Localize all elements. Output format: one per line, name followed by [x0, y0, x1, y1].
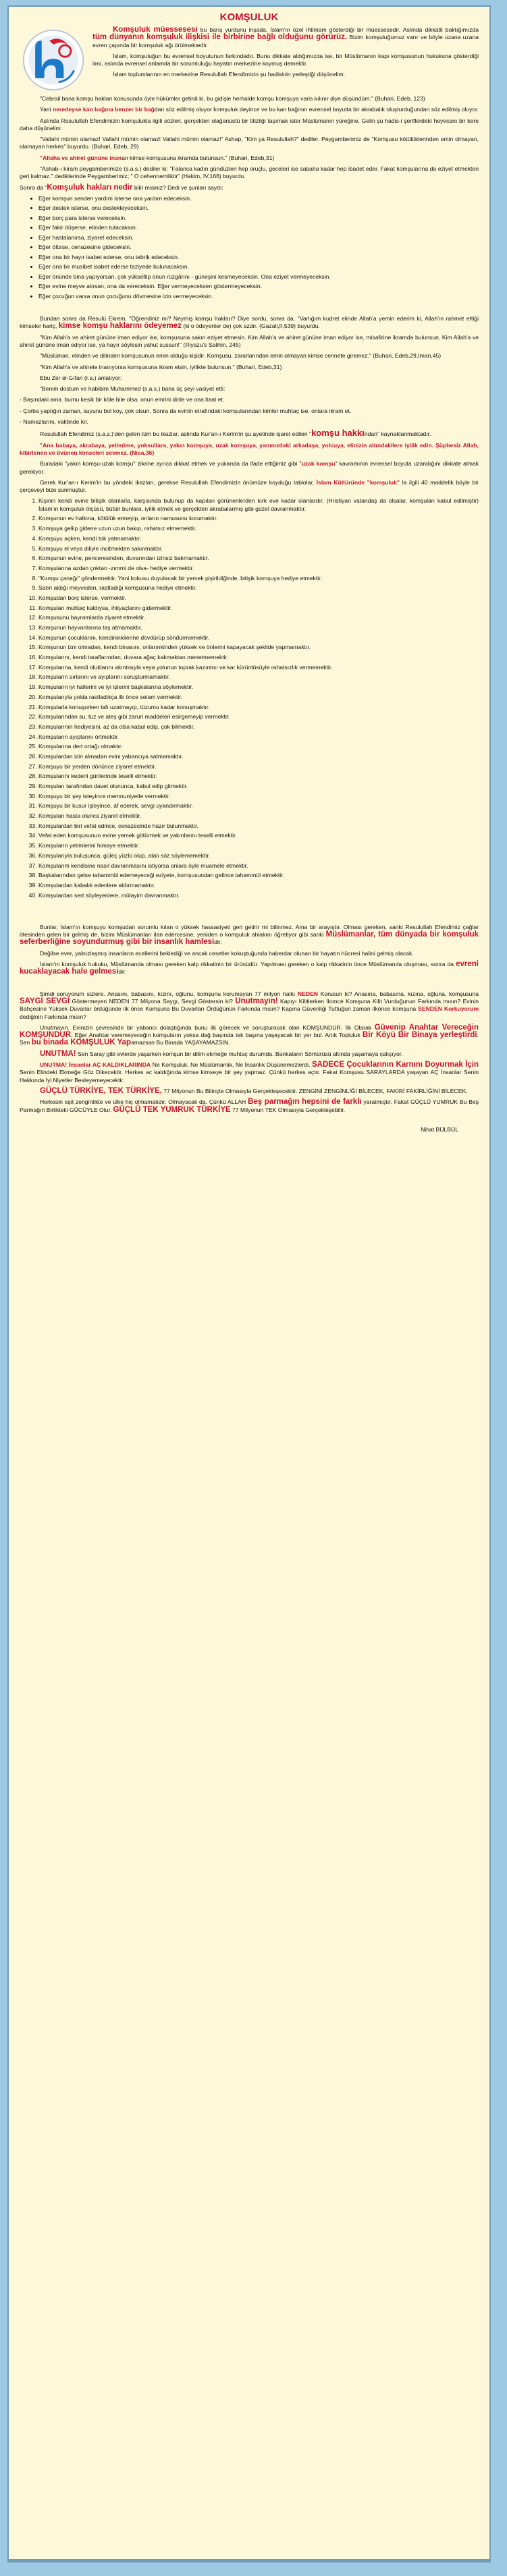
intro-highlight: tüm dünyanın komşuluk ilişkisi ile birbirine bağlı olduğunu görürüz.: [92, 33, 348, 42]
list-item: 39. Komşulardan kabalık edenlere aldırmamaktır.: [38, 882, 479, 889]
text: Şimdi soruyorum sizlere. Anasını, babasını, kızını, oğlunu, komşunu korumayan 77 milyon halkı: [40, 990, 298, 997]
will-item-1: - Başındaki amir, burnu kesik bir köle bile olsa, onun emrini dinle ve ona itaat et.: [20, 396, 225, 403]
will-item-2: - Çorba yaptığın zaman, suyunu bol koy, çok olsun. Sonra da evinin etrafındaki komşularından kimler muhtaç ise, onlara ikram et.: [20, 407, 352, 414]
list-item: 31. Komşuyu bir kusur işleyince, af ederek, sevgi uyandırmaktır.: [38, 802, 479, 810]
paragraph-question: [20, 990, 479, 1021]
intro-paragraph-3: İslam toplumlarının en merkezine Resulullah Efendimizin şu hadisinin yerleştiği düşünelim:: [113, 71, 345, 78]
list-item: 36. Komşularıyla buluşunca, güleç yüzlü olup, atalı söz söylememektir.: [38, 852, 479, 860]
text: Bunlar, İslam'ın komşuyu komşudan sorumlu kılan o yüksek hassasiyeti geri getirir mi bilinmez. Ama bir arayıştır. Olması gereken, sanki Resulullah Efendimiz çağlar ötesinden gelen bir gelmiş de, bizim Müslümanları ilan edercesine, yeniden o komşuluk ahlakını öğretiyor gibi sanki: [20, 923, 479, 939]
quran-verse: "Ana babaya, akrabaya, yetimlere, yoksullara, yakın komşuya, uzak komşuya, yanınızdaki arkadaşa, yolcuya, elinizin altındakilere iyilik edin. Şüphesiz Allah, kibirlenen ve övünen kimseleri sevmez. (Nisa,36): [20, 441, 479, 456]
hadith-quote-7: "Kim Allah'a ve ahirete inanıyorsa komşusuna ikram etsin, iyilikte bulunsun." (Buhari, Edeb,31): [40, 363, 282, 370]
list-item: • Eğer fakir düşerse, elinden tutacaksın.: [38, 224, 479, 231]
text: (ki o ödeyenler de) çok azdır. (Gazali,II,539) buyurdu.: [181, 323, 320, 330]
intro-paragraph-2: İslam, komşuluğun bu evrensel boyutunun farkındadır. Bunu dikkate aldığımızda ise, bir Müslümanın kapı komşusunun hukukuna gösterdiği ilmi, aslında evrensel anlamda bir sorumluluğu hayatın merkezine koymuş demektir.: [92, 52, 479, 67]
embrace-highlight: evreni kucaklayacak hale gelmesi: [20, 960, 479, 976]
paragraph-isolation: Değilse ever, yalnızlaşmış insanların ecellerini beklediği ve ancak cesetler kokuştuğunda haberdar olunan bir hayatın hücresi halini gelmiş olacak.: [40, 949, 414, 957]
list-item: • Eğer evine meyve alırsan, ona da vereceksin. Eğer vermeyeceksen göstermeyeceksin.: [38, 283, 479, 290]
text: Resulullah Efendimiz (s.a.s.)'den gelen tüm bu ikazlar, aslında Kur'an-ı Kerim'in şu ayetinde işaret edilen ": [40, 430, 312, 438]
list-item: 27. Komşuyu bir yerden dönünce ziyaret etmektir.: [38, 763, 479, 771]
text: dan söz edilmiş oluyor komşuluk deyince ve bu kan bağının evrensel boyutta bir akrabalık oluşturduğundan söz edilmiş oluyor.: [154, 106, 479, 113]
logo-icon: [21, 28, 86, 92]
author-signature: Nihat BÜLBÜL: [421, 1125, 458, 1133]
list-item: • Eğer ona bir hayır isabet ederse, onu tebrik edeceksin.: [38, 254, 479, 261]
page-title: KOMŞULUK: [219, 11, 279, 23]
text: yaratmıştır. Fakat GÜÇLÜ YUMRUK Bu Beş Parmağın Birlikteki GÜCÜYLE Olur.: [20, 1098, 479, 1113]
list-item: 18. Komşuların sırlarını ve ayıplarını soruşturmamaktır.: [38, 673, 479, 681]
forty-items-list: [20, 497, 479, 899]
list-item: 21. Komşularla konuşurken lafı uzatmayıp, tüzumu kadar konuşmaktır.: [38, 704, 479, 711]
list-item: 13. Komşunun hayvanlarına taş atmamaktır.: [38, 624, 479, 632]
hunger-highlight: İnsanlar AÇ KALDIKLARINDA: [68, 1061, 151, 1069]
text: Ne Komşuluk, Ne Müslümanlık, Ne İnsanlık Düşünemezlerdi.: [151, 1061, 312, 1069]
paragraph-hadiths-intro: Aslında Resulullah Efendimizin komşulukla ilgili sözleri, gerçekten olağanüstü bir titizliği taşımak ister Müslümanın yüreğine. Gelin şu hadis-i şeriflerdeki heyecanı bir kere daha düşünelim:: [20, 117, 479, 132]
text: 77 Milyonun Bu Bilinçte Olmasıyla Gerçekleşecektir. ZENGİNİ ZENGİNLİĞİ BİLECEK, FAKİRİ FAKİRLİĞİNİ BİLECEK.: [161, 1087, 468, 1094]
building-highlight: bu binada KOMŞULUK Yap: [31, 1038, 132, 1047]
article-frame: [7, 5, 491, 2563]
list-item: 2. Komşunun ev halkına, kötülük etmeyip, onların namusunu korumaktır.: [38, 515, 479, 522]
text: an kimse komşusuna ikramda bulunsun." (Buhari, Edeb,31): [122, 154, 275, 161]
list-item: 5. Komşuyu el veya diliyle incitmekten sakınmaktır.: [38, 545, 479, 553]
text: Buradaki "yakın komşu-uzak komşu" zikrine ayrıca dikkat etmek ve yukarıda da ifade ettiğimiz gibi ": [40, 460, 302, 468]
will-intro: "Benim dostum ve habibim Muhammed (s.a.s.) bana üç şeyi vasiyet etti:: [40, 385, 225, 393]
list-item: 32. Komşuları hasta olunca ziyaret etmektir.: [38, 812, 479, 820]
paragraph-far-neighbor: [20, 460, 479, 476]
paragraph-rights-summary: [20, 315, 479, 331]
hadith-quote-6: "Müslüman, elinden ve dilinden komşusunun emin olduğu kişidir. Komşusu, zararlarından emin olmayan kimse cennete giremez." (Buhari, Edeb,29,İman,45): [40, 352, 442, 360]
hadith-quote-2: "Vallahi mümin olamaz! Vallahi mümin olamaz! Vallahi mümin olamaz!" Ashap, "Kim ya Resulullah?" dediler. Peygamberimiz de "Komşusu kötülüklerinden emin olmayan, olamayan herkes" buyurdu. (Buhari, Edeb, 29): [20, 136, 479, 150]
spacer: [20, 980, 479, 990]
list-item: 14. Komşunun çocuklarını, kendininkilerine dövdürüp söndürmemektir.: [38, 634, 479, 642]
fingers-highlight: Beş parmağın hepsini de farklı: [248, 1098, 362, 1107]
list-item: 8. "Komşu çanağı" göndermektir. Yani kokusu duyulacak bir yemek pişirildiğinde, bitişik komşuya hediye etmektir.: [38, 575, 479, 582]
paragraph-five-fingers: [20, 1098, 479, 1114]
text: dir.: [214, 939, 222, 946]
list-item: • Eğer çocuğun varsa onun çocuğunu dövmesine izin vermeyeceksin.: [38, 293, 479, 300]
text: Gerek Kur'an-ı Kerim'in bu yöndeki ikazları, gerekse Resulullah Efendimizin önümüze koyduğu tablolar,: [40, 478, 317, 486]
intro-text-tail: Bizim komşuluğumuz varır ve böyle uzana uzana evren çapında bir komşuluk ağı örülmektedir.: [92, 34, 479, 49]
text: dediğinin Farkında mısın?: [20, 1013, 86, 1020]
list-item: • Eğer borç para isterse vereceksin.: [38, 215, 479, 222]
list-item: 17. Komşularına, kendi oluklarını akıntısıyla veya yolunun toprak kazıntısı ve kar kürüntüsüyle rahatsızlık vermemektir.: [38, 664, 479, 671]
list-item: 7. Komşularına azdan çoktan -zımmi de olsa- hediye vermektir.: [38, 565, 479, 572]
spacer: [20, 903, 479, 924]
list-item: 23. Komşularının hediyesini, az da olsa kabul edip, çok bilmektir.: [38, 723, 479, 731]
text: la ilgili 40 maddelik böyle bir çerçeveyi bize sunmuştur.: [20, 478, 479, 494]
list-item: 24. Komşuların ayıplarını örtmektir.: [38, 733, 479, 741]
text: " kavramının evrensel boyuta uzandığını dikkate almak gerekiyor.: [20, 460, 479, 475]
text: bilir misiniz? Dedi ve şunları saydı:: [132, 184, 223, 191]
trust-highlight: Güvenip Anahtar Vereceğin KOMŞUNDUR: [20, 1023, 479, 1040]
text: Yani: [40, 106, 53, 113]
text: Göstermeyen NEDEN 77 Milyona Saygı, Sevgi Göstersin ki?: [70, 997, 236, 1005]
text: Herkesin eşit zenginlikte ve ülke hiç olmamalıdır. Olmayacak da. Çünkü ALLAH: [40, 1098, 248, 1106]
paragraph-palace: [20, 1051, 479, 1058]
list-item: 9. Satın aldığı meyveden, rastladığı komşusuna hediye etmektir.: [38, 584, 479, 592]
text: amazsan Bu Binada YAŞAYAMAZSIN.: [131, 1039, 230, 1046]
list-item: • Eğer komşun senden yardım isterse ona yardım edeceksin.: [38, 195, 479, 202]
neighbor-right-highlight: komşu hakkı: [311, 428, 365, 439]
list-item: • Eğer ona bir musibet isabet ederse taziyede bulunacaksın.: [38, 263, 479, 271]
hadith-quote-3: [20, 155, 479, 162]
text: Bundan sonra da Resulü Ekrem, "Öğrendiniz mi? Neymiş komşu hakları? Diye sordu, sonra da. "Varlığım kudret elinde Allah'a yemin ederim ki, Allah'ın rahmet ettiği kimseler hariç,: [20, 315, 479, 330]
strong-turkey-highlight: GÜÇLÜ TÜRKİYE, TEK TÜRKİYE,: [40, 1086, 162, 1095]
mobilization-highlight: Müslümanlar, tüm dünyada bir komşuluk seferberliğine soyundurmuş gibi bir insanlık hamlesi: [20, 930, 479, 947]
fear-highlight: SENDEN Korkuyorum: [418, 1005, 479, 1013]
rights-warning: kimse komşu haklarını ödeyemez: [58, 322, 182, 331]
list-item: 16. Komşularını, kendi taraflarından, duvara ağaç kakmaktan menetmemektir.: [38, 654, 479, 661]
list-item: 1. Kişinin kendi evine bitişik olanlarla, karşısında bulunup da kapıları görünenlerden kırk eve kadar olanlardır. (Hristiyan vatandaş da olsalar, komşuları kabul edilmiştir) İslam'ın komşuluk ölçüsü, bütün bunlara, iyilik etmek ve gerçekten akrabalarmış gibi güzel davranmaktır.: [38, 497, 479, 513]
hadith-quote-4: "Ashab-ı kiram peygamberimize (s.a.s.) dediler ki: "Falanca kadın gündüzleri hep oruçlu, geceleri ise sabaha kadar hep ibadet eder. Fakat komşularına da eziyet etmekten geri kalmaz." dediklerinde Peygamberimiz; " O cehennemliktir" (Hakim, IV,166) buyurdu.: [20, 165, 479, 180]
intro-text: bu barış yurdunu inşada, İslam'ın özel ihtimam gösterdiği bir müessesedir. Aslında dikkatli baktığımızda: [197, 26, 479, 33]
paragraph-strong-turkey: [20, 1088, 479, 1095]
village-highlight: Bir Köyü Bir Binaya yerleştirdi: [362, 1031, 477, 1040]
text: . Sen: [20, 1032, 479, 1046]
list-item: 35. Komşuların yetimlerini himaye etmektir.: [38, 842, 479, 849]
list-item: • Eğer destek isterse, onu destekleyeceksin.: [38, 204, 479, 212]
list-item: • Eğer ölürse, cenazesine gideceksin.: [38, 244, 479, 251]
list-item: 25. Komşularına dert ortağı olmaktır.: [38, 743, 479, 750]
text: . Eğer Anahtar veremeyeceğin komşuların yoksa dağ başında tek başına yaşayacak bir yer bul. Artık Topluluk: [71, 1032, 363, 1039]
list-item: • Eğer hastalanırsa, ziyaret edeceksin.: [38, 234, 479, 242]
rights-highlight: Komşuluk hakları nedir: [47, 183, 133, 192]
paragraph-trust: [20, 1024, 479, 1047]
list-item: • Eğer önünde bina yapıyorsan, çok yükseltip onun rüzgârını - güneşini kesmeyeceksin. Ona eziyet vermeyeceksin.: [38, 273, 479, 281]
list-item: 22. Komşularından su, tuz ve ateş gibi zaruri maddeleri esirgemeyip vermektir.: [38, 713, 479, 721]
forget-not-highlight: Unutmayın!: [235, 997, 278, 1005]
spacer: [20, 304, 479, 315]
text: İslam'ın komşuluk hukuku, Müslümanda olması gereken kalp rikkatinin bir ürünüdür. Yapılması gereken o kalp rikkatinin önce Müslümanda oluşması, sonra da: [40, 961, 456, 968]
list-item: 3. Komşuya geliip gidene uzun uzun bakıp, rahatsız etmemektir.: [38, 525, 479, 532]
text: Korusun ki? Anasına, babasına, kızına, oğluna, komşusuna: [318, 990, 479, 997]
list-item: 19. Komşuların iyi hallerini ve iyi işlerini başkalarına söylemektir.: [38, 683, 479, 691]
intro-lead: Komşuluk müessesesi: [113, 26, 198, 34]
list-item: 4. Komşuyu açken, kendi tok yatmamaktır.: [38, 535, 479, 542]
forget-not-highlight: UNUTMA!: [40, 1049, 76, 1058]
hadith-quote-5: "Kim Allah'a ve ahiret gününe iman ediyor ise, komşusuna sakın eziyet etmesin. Kim Allah'a ve ahiret gününe iman ediyor ise, misafirine ikramda bulunsun. Kim Allah'a ve ahiret gününe iman ediyor ise, ya hayır söylesin yahut sussun!" (Riyazu's Salihin, 245): [20, 333, 479, 348]
list-item: 28. Komşularını kederli günlerinde teselli etmektir.: [38, 773, 479, 780]
list-item: 10. Komşudan borç isterse, vermektir.: [38, 594, 479, 602]
list-item: 6. Komşunun evine, penceresinden, duvarından izinsiz bakmamaktır.: [38, 555, 479, 562]
paragraph-hunger: [20, 1061, 479, 1084]
list-item: 37. Komşularım kendisine nasıl davranmasını istiyorsa onlara öyle muamele etmektir.: [38, 862, 479, 870]
list-item: 38. Başkalarından gelse tahammül edemeyeceği eziyete, komşusundan gelince tahammül etmektir.: [38, 872, 479, 879]
paragraph-mobilization: [20, 924, 479, 947]
rights-question: [20, 184, 479, 192]
list-item: 29. Komşuları tarafından davet olununca, kabul edip gitmektir.: [38, 783, 479, 790]
list-item: 15. Komşunun izni olmadan, kendi binasını, onlarınkinden yüksek ve önlerini kapayacak şekilde yapmamaktır.: [38, 644, 479, 651]
far-neighbor-highlight: uzak komşu: [301, 460, 336, 468]
list-item: 34. Vefat eden komşusunun evine yemek götürmek ve yakınlarını teselli etmektir.: [38, 832, 479, 839]
list-item: 33. Komşulardan biri vefat edince, cenazesinde hazır bulunmaktır.: [38, 822, 479, 830]
list-item: 26. Komşulardan izin almadan evini yabancıya satmamaktır.: [38, 753, 479, 760]
list-item: 30. Komşuyu bir şey isteyince memnuniyetle vermektir.: [38, 793, 479, 800]
paragraph-quran-ref: [20, 429, 479, 438]
list-item: 40. Komşulardan sert söyleyenlere, mülayim davranmaktır.: [38, 892, 479, 899]
text: ndan" kaynaklanmaktadır.: [364, 430, 431, 438]
fist-highlight: GÜÇLÜ TEK YUMRUK TÜRKİYE: [113, 1105, 231, 1114]
bottom-divider: [9, 2559, 489, 2561]
culture-highlight: İslam Kültüründe "komşuluk": [316, 478, 400, 486]
will-item-3: - Namazlarını, vaktinde kıl.: [20, 418, 88, 426]
hadith-quote-1: "Cebrail bana komşu hakları konusunda öyle hükümler getirdi ki, bu gidişle herhalde komşu komşuya varis kılınır diye düşündüm." (Buhari, Edeb, 123): [40, 95, 425, 102]
text: Senin Elindeki Ekmeğe Göz Dikecektir. Herkes ac kaldığında kimse kimseye bir şey yapmaz. Çünkü herkes açtır. Fakat Komşusu SARAYLARDA yaşayan AÇ İnsanlar Senin Hakkında İyi Niyetler Besleyemeyecektir.: [20, 1069, 479, 1084]
forget-not-highlight: UNUTMA!: [40, 1061, 69, 1069]
text: Unutmayın. Evinizin çevresinde bir yabancı dolaştığında bunu ilk görecek ve soruşturacak olan KOMŞUNDUR. İlk Olarak: [40, 1024, 375, 1031]
paragraph-forty-items: [20, 479, 479, 495]
text: Sonra da ": [20, 184, 47, 191]
text: Kapıyı Kilitlerken İkonce Komşuna Kilit Vurduğunun Farkında mısın? Evinin Bahçesine Yüksek Duvarlar ördüğünde ilk önce Komşuna Bu Duvarları Ördüğünün Farkında mısın? Kapına Güvenliği Tuttuğun zaman ilkönce komşuna: [20, 997, 479, 1013]
children-highlight: SADECE Çocuklarının Karnını Doyurmak İçin: [312, 1061, 479, 1069]
list-item: 11. Komşuları muhtaç kaldıysa, ihtiyaçlarını gidermektir.: [38, 605, 479, 612]
why-highlight: NEDEN: [297, 990, 319, 997]
rights-list: [20, 195, 479, 300]
intro-paragraph-1: [20, 26, 479, 49]
narrator-line: Ebu Zer el-Gıfari (r.a.) anlatıyor:: [40, 374, 122, 381]
kinship-highlight: neredeyse kan bağına benzer bir bağ: [52, 106, 155, 113]
paragraph-heart: [20, 961, 479, 976]
hadith-highlight: "Allaha ve ahiret gününe inan: [40, 154, 122, 161]
intro-section: [20, 26, 479, 95]
text: Sen Saray gibi evlerde yaşarken komşun bir dilim ekmeğe muhtaç durumda. Bankaların Sömürüsü altında yaşamaya çalışıyor.: [76, 1050, 403, 1057]
paragraph-kinship: [20, 106, 479, 113]
list-item: 20. Komşularıyla yolda rastladıkça ilk önce selam vermektir.: [38, 694, 479, 701]
respect-highlight: SAYGI SEVGİ: [20, 997, 70, 1005]
text: 77 Milyonun TEK Olmasıyla Gerçekleşebilir.: [230, 1106, 346, 1113]
text: dir.: [118, 968, 126, 976]
list-item: 12. Komşusunu bayramlarda ziyaret etmektir.: [38, 614, 479, 621]
